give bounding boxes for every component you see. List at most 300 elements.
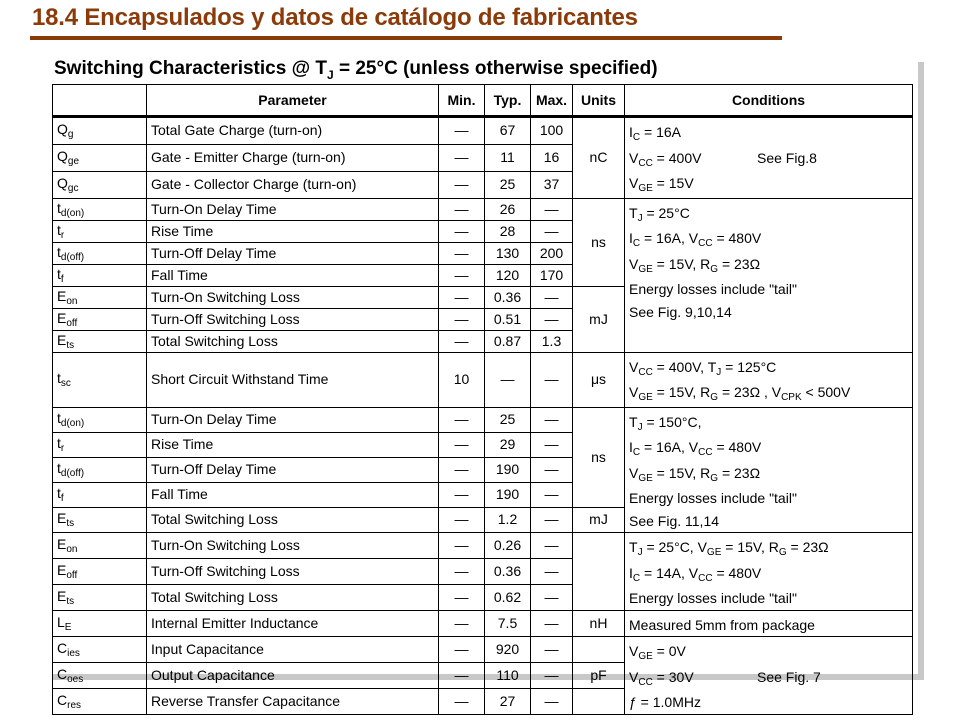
symbol-subscript: off: [66, 317, 78, 329]
symbol-cell: [53, 242, 147, 264]
condition-subscript: G: [710, 392, 719, 403]
parameter-text: Total Switching Loss: [151, 332, 278, 349]
condition-text: = 16A: [640, 124, 681, 140]
symbol-subscript: E: [64, 621, 72, 633]
condition-text: V: [629, 464, 639, 481]
max-cell: [531, 482, 573, 507]
condition-subscript: G: [710, 263, 719, 275]
condition-text: < 500V: [801, 384, 851, 400]
condition-line: [629, 411, 908, 437]
symbol-letter: E: [57, 331, 67, 348]
typ-cell: [485, 610, 531, 637]
parameter-cell: [147, 610, 439, 637]
typ-value: 110: [496, 666, 519, 683]
max-cell: [531, 198, 573, 220]
symbol-subscript: f: [60, 273, 64, 285]
symbol-cell: [53, 432, 147, 457]
min-value: —: [454, 511, 469, 528]
parameter-text: Turn-Off Switching Loss: [151, 310, 300, 327]
min-cell: [439, 242, 485, 264]
condition-text: = 23Ω: [718, 464, 761, 481]
min-value: —: [454, 244, 469, 261]
parameter-cell: [147, 264, 439, 286]
symbol-cell: [53, 482, 147, 507]
unit-text: nH: [589, 614, 608, 631]
max-cell: [531, 264, 573, 286]
condition-text: V: [629, 643, 639, 659]
symbol-letter: E: [57, 535, 67, 552]
max-cell: [531, 220, 573, 242]
symbol-cell: [53, 220, 147, 242]
max-cell: [531, 662, 573, 688]
min-value: —: [454, 310, 469, 327]
unit-text: nC: [589, 149, 608, 166]
condition-text: T: [629, 413, 638, 430]
typ-cell: [485, 662, 531, 688]
parameter-text: Total Switching Loss: [151, 588, 278, 605]
symbol-cell: [53, 457, 147, 482]
condition-text: = 15V, R: [652, 464, 711, 481]
min-value: —: [454, 666, 469, 683]
typ-cell: [485, 533, 531, 559]
conditions-cell: [625, 117, 913, 199]
units-cell: [573, 610, 625, 637]
symbol-subscript: d(off): [60, 468, 85, 480]
max-value: —: [544, 288, 559, 305]
condition-text: Energy losses include "tail": [629, 490, 797, 506]
condition-text: = 25°C: [642, 204, 690, 221]
typ-value: 0.87: [493, 332, 522, 349]
table-heading-sub: J: [327, 67, 334, 82]
parameter-text: Output Capacitance: [151, 666, 275, 683]
condition-text: = 480V: [712, 439, 762, 455]
symbol-subscript: ts: [66, 518, 75, 530]
condition-subscript: G: [778, 547, 787, 558]
condition-subscript: GE: [638, 183, 653, 194]
min-value: —: [454, 536, 469, 553]
condition-text: = 30V: [652, 668, 694, 685]
conditions-cell: [625, 610, 913, 637]
max-value: —: [544, 371, 559, 387]
parameter-text: Turn-On Delay Time: [151, 200, 277, 217]
slide-title: 18.4 Encapsulados y datos de catálogo de fabricantes: [32, 4, 638, 31]
parameter-text: Turn-On Delay Time: [151, 411, 277, 428]
min-cell: [439, 558, 485, 584]
condition-text: I: [629, 439, 633, 455]
parameter-text: Fall Time: [151, 266, 208, 283]
symbol-letter: E: [57, 561, 67, 578]
parameter-cell: [147, 308, 439, 330]
min-value: —: [454, 122, 469, 139]
max-value: —: [544, 486, 559, 503]
symbol-cell: [53, 407, 147, 432]
max-value: —: [544, 562, 559, 579]
symbol-cell: [53, 352, 147, 407]
conditions-cell: [625, 198, 913, 352]
max-value: —: [544, 666, 559, 683]
parameter-text: Rise Time: [151, 222, 214, 239]
typ-cell: [485, 457, 531, 482]
symbol-subscript: d(on): [60, 418, 85, 430]
symbol-letter: t: [57, 199, 61, 216]
typ-value: 190: [495, 486, 520, 503]
symbol-cell: [53, 171, 147, 198]
symbol-letter: Q: [57, 148, 68, 165]
units-cell: [573, 662, 625, 688]
condition-text: V: [629, 358, 639, 375]
parameter-cell: [147, 558, 439, 584]
symbol-cell: [53, 308, 147, 330]
typ-value: 0.62: [493, 588, 522, 605]
parameter-cell: [147, 662, 439, 688]
typ-value: 0.36: [493, 562, 522, 579]
max-cell: [531, 308, 573, 330]
symbol-letter: L: [57, 613, 65, 630]
symbol-letter: t: [57, 221, 61, 238]
condition-text: V: [629, 384, 639, 400]
parameter-cell: [147, 457, 439, 482]
min-value: —: [454, 411, 469, 428]
symbol-subscript: d(off): [60, 251, 85, 263]
switching-characteristics-table: [52, 84, 913, 715]
symbol-cell: [53, 507, 147, 532]
parameter-cell: [147, 220, 439, 242]
typ-value: 7.5: [497, 614, 518, 631]
condition-subscript: C: [632, 572, 641, 584]
symbol-cell: [53, 144, 147, 171]
typ-cell: [485, 432, 531, 457]
max-cell: [531, 171, 573, 198]
symbol-cell: [53, 264, 147, 286]
max-cell: [531, 432, 573, 457]
min-cell: [439, 308, 485, 330]
parameter-text: Total Switching Loss: [151, 511, 278, 528]
condition-line: [629, 436, 908, 462]
conditions-cell: [625, 533, 913, 611]
table-heading-suffix: = 25°C (unless otherwise specified): [333, 58, 658, 79]
parameter-text: Input Capacitance: [151, 640, 264, 657]
table-row: [53, 198, 913, 220]
max-cell: [531, 242, 573, 264]
parameter-text: Rise Time: [151, 436, 214, 453]
min-cell: [439, 330, 485, 352]
typ-cell: [485, 330, 531, 352]
symbol-letter: E: [57, 510, 67, 527]
header-min: Min.: [439, 85, 485, 117]
typ-cell: [485, 558, 531, 584]
condition-text: I: [629, 564, 633, 581]
min-cell: [439, 286, 485, 308]
symbol-subscript: f: [60, 493, 64, 505]
min-value: —: [454, 461, 469, 478]
symbol-cell: [53, 117, 147, 145]
max-value: 200: [539, 244, 564, 261]
min-cell: [439, 198, 485, 220]
condition-text: = 15V, R: [652, 255, 711, 272]
min-value: —: [454, 640, 469, 657]
typ-cell: [485, 688, 531, 714]
symbol-subscript: r: [60, 229, 65, 241]
condition-line: [629, 691, 908, 714]
max-cell: [531, 457, 573, 482]
min-value: —: [454, 614, 469, 631]
condition-text: = 125°C: [721, 358, 777, 375]
header-symbol: [53, 85, 147, 117]
parameter-cell: [147, 407, 439, 432]
parameter-text: Turn-On Switching Loss: [151, 536, 300, 553]
condition-line: [629, 536, 908, 562]
symbol-subscript: ts: [66, 595, 75, 607]
symbol-letter: t: [57, 410, 61, 427]
condition-text: = 15V, R: [721, 539, 779, 555]
parameter-text: Turn-On Switching Loss: [151, 288, 300, 305]
condition-text: = 25°C, V: [642, 539, 707, 555]
max-cell: [531, 352, 573, 407]
units-cell: [573, 198, 625, 286]
symbol-subscript: off: [66, 569, 78, 581]
min-value: —: [454, 562, 469, 579]
min-value: —: [454, 486, 469, 503]
condition-subscript: CC: [638, 157, 653, 169]
max-cell: [531, 610, 573, 637]
typ-cell: [485, 286, 531, 308]
max-cell: [531, 637, 573, 663]
condition-line: [629, 640, 908, 666]
condition-text: V: [629, 149, 639, 166]
min-value: —: [454, 149, 469, 166]
typ-value: 25: [499, 411, 516, 428]
typ-cell: [485, 637, 531, 663]
condition-text: V: [629, 175, 639, 191]
max-value: —: [544, 511, 559, 528]
symbol-subscript: ge: [67, 156, 80, 168]
header-parameter: Parameter: [147, 85, 439, 117]
min-value: 10: [453, 371, 470, 387]
symbol-subscript: ts: [66, 339, 75, 351]
conditions-cell: [625, 407, 913, 533]
condition-text: See Fig. 9,10,14: [629, 303, 732, 320]
max-value: —: [544, 588, 559, 605]
conditions-cell: [625, 352, 913, 407]
typ-cell: [485, 584, 531, 610]
min-cell: [439, 533, 485, 559]
parameter-cell: [147, 584, 439, 610]
condition-text: V: [629, 255, 639, 272]
parameter-cell: [147, 242, 439, 264]
units-cell: [573, 507, 625, 532]
symbol-letter: E: [57, 287, 67, 304]
symbol-letter: Q: [57, 175, 68, 192]
condition-line: [629, 227, 908, 253]
condition-subscript: J: [637, 547, 643, 558]
condition-subscript: GE: [638, 263, 653, 275]
condition-text: = 16A, V: [640, 230, 699, 246]
table-row: [53, 610, 913, 637]
min-value: —: [454, 222, 469, 239]
max-value: 100: [539, 122, 564, 139]
condition-line: [629, 356, 908, 382]
max-value: —: [544, 461, 559, 478]
parameter-cell: [147, 507, 439, 532]
datasheet-panel: [46, 56, 918, 711]
parameter-cell: [147, 432, 439, 457]
max-value: —: [544, 640, 559, 657]
typ-cell: [485, 507, 531, 532]
condition-subscript: CC: [698, 238, 713, 249]
typ-cell: [485, 352, 531, 407]
symbol-letter: C: [57, 691, 68, 708]
symbol-cell: [53, 558, 147, 584]
symbol-subscript: on: [66, 543, 78, 555]
symbol-subscript: res: [67, 699, 82, 711]
units-cell: [573, 637, 625, 663]
parameter-text: Total Gate Charge (turn-on): [151, 122, 323, 139]
symbol-cell: [53, 330, 147, 352]
typ-value: 29: [499, 436, 516, 453]
condition-subscript: G: [710, 472, 719, 484]
symbol-cell: [53, 637, 147, 663]
max-value: 1.3: [541, 332, 562, 349]
condition-subscript: GE: [706, 547, 722, 558]
parameter-text: Internal Emitter Inductance: [151, 614, 319, 631]
condition-line: [629, 510, 908, 533]
typ-cell: [485, 220, 531, 242]
symbol-letter: C: [57, 665, 68, 682]
min-value: —: [454, 176, 469, 193]
symbol-cell: [53, 610, 147, 637]
condition-subscript: CPK: [781, 392, 802, 403]
min-cell: [439, 220, 485, 242]
table-heading-prefix: Switching Characteristics @ T: [54, 58, 327, 79]
unit-text: pF: [590, 666, 607, 683]
max-value: 37: [543, 176, 560, 193]
min-cell: [439, 457, 485, 482]
figure-reference: See Fig.8: [757, 149, 817, 166]
parameter-text: Fall Time: [151, 486, 208, 503]
condition-text: = 23Ω , V: [718, 384, 782, 400]
parameter-cell: [147, 533, 439, 559]
parameter-cell: [147, 352, 439, 407]
min-cell: [439, 352, 485, 407]
symbol-letter: t: [57, 460, 61, 477]
symbol-subscript: on: [66, 295, 78, 307]
parameter-cell: [147, 144, 439, 171]
min-cell: [439, 688, 485, 714]
condition-line: [629, 381, 908, 407]
condition-subscript: J: [637, 421, 643, 433]
max-cell: [531, 507, 573, 532]
max-cell: [531, 533, 573, 559]
condition-text: = 14A, V: [640, 564, 699, 581]
min-cell: [439, 432, 485, 457]
condition-text: = 0V: [652, 643, 686, 659]
min-value: —: [454, 692, 469, 709]
condition-subscript: GE: [638, 472, 653, 484]
min-cell: [439, 482, 485, 507]
min-value: —: [454, 266, 469, 283]
units-cell: [573, 117, 625, 199]
min-cell: [439, 264, 485, 286]
typ-value: 130: [495, 244, 520, 261]
table-header-row: [53, 85, 913, 117]
table-row: [53, 533, 913, 559]
max-value: 170: [539, 266, 564, 283]
typ-value: 190: [495, 461, 520, 478]
symbol-cell: [53, 533, 147, 559]
symbol-letter: t: [57, 370, 61, 386]
max-cell: [531, 330, 573, 352]
symbol-letter: E: [57, 587, 67, 604]
min-value: —: [454, 332, 469, 349]
condition-text: = 15V, R: [652, 384, 711, 400]
typ-value: 0.51: [493, 310, 522, 327]
max-value: —: [544, 536, 559, 553]
condition-subscript: C: [632, 132, 641, 143]
typ-cell: [485, 171, 531, 198]
condition-text: Energy losses include "tail": [629, 281, 797, 297]
symbol-subscript: d(on): [60, 207, 85, 219]
symbol-cell: [53, 688, 147, 714]
units-cell: [573, 533, 625, 611]
table-row: [53, 407, 913, 432]
condition-line: [629, 587, 908, 610]
typ-value: 920: [495, 640, 520, 657]
condition-line: [629, 147, 908, 173]
condition-subscript: J: [716, 366, 722, 378]
condition-subscript: CC: [638, 366, 653, 378]
condition-text: = 400V: [652, 149, 702, 166]
parameter-cell: [147, 330, 439, 352]
header-units: Units: [573, 85, 625, 117]
symbol-subscript: sc: [60, 378, 71, 389]
typ-cell: [485, 242, 531, 264]
min-cell: [439, 407, 485, 432]
symbol-letter: t: [57, 265, 61, 282]
parameter-text: Turn-Off Switching Loss: [151, 562, 300, 579]
condition-line: [629, 301, 908, 324]
symbol-letter: t: [57, 485, 61, 502]
typ-value: —: [500, 371, 515, 387]
condition-text: = 150°C,: [642, 413, 702, 430]
max-cell: [531, 688, 573, 714]
symbol-subscript: oes: [67, 673, 84, 685]
max-cell: [531, 144, 573, 171]
condition-line: [629, 462, 908, 488]
units-cell: [573, 352, 625, 407]
symbol-letter: t: [57, 435, 61, 452]
typ-value: 0.26: [493, 536, 522, 553]
condition-text: = 400V, T: [652, 358, 717, 375]
condition-text: See Fig. 11,14: [629, 512, 720, 529]
condition-text: = 15V: [652, 175, 694, 191]
symbol-cell: [53, 286, 147, 308]
symbol-letter: Q: [57, 121, 68, 138]
max-value: —: [544, 200, 559, 217]
unit-text: ns: [591, 448, 606, 465]
condition-text: = 23Ω: [718, 255, 761, 272]
condition-subscript: CC: [698, 572, 713, 584]
max-value: —: [544, 222, 559, 239]
symbol-subscript: r: [60, 443, 65, 455]
condition-line: [629, 172, 908, 198]
max-cell: [531, 286, 573, 308]
condition-line: [629, 121, 908, 147]
condition-text: I: [629, 124, 633, 140]
condition-subscript: CC: [698, 447, 713, 458]
min-cell: [439, 637, 485, 663]
unit-text: mJ: [589, 511, 608, 528]
max-cell: [531, 407, 573, 432]
